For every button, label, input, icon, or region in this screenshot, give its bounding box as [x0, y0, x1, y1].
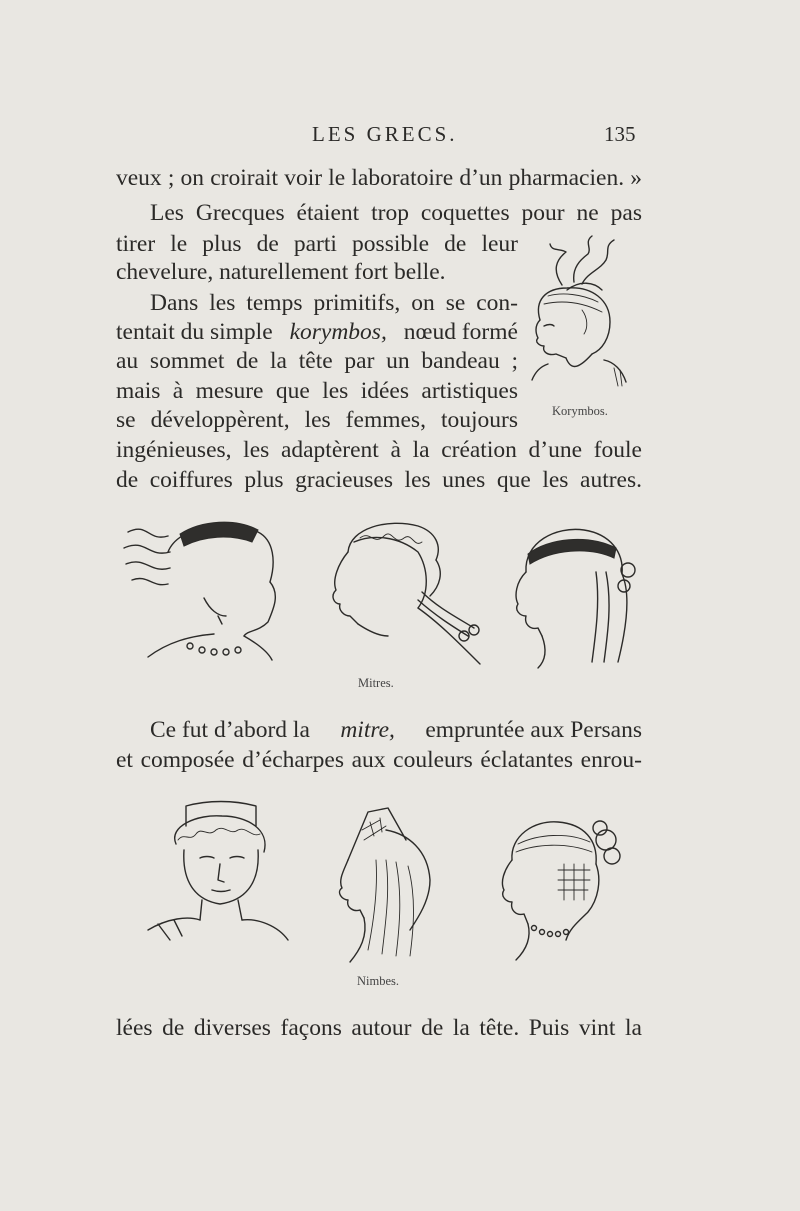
nimbes-illustration [138, 800, 628, 970]
running-head [0, 122, 800, 152]
text-line-6-end: nœud formé [403, 319, 518, 345]
text-line-12-start: Ce fut d’abord la [150, 717, 310, 743]
text-line-13: et composée d’écharpes aux couleurs éclatantes enrou- [116, 747, 642, 773]
text-line-6-start: tentait du simple [116, 319, 273, 345]
text-line-8: mais à mesure que les idées artistiques [116, 378, 518, 404]
mitres-illustration [118, 512, 638, 672]
text-line-3: tirer le plus de parti possible de leur [116, 231, 518, 257]
mitres-caption: Mitres. [358, 676, 394, 690]
text-line-2: Les Grecques étaient trop coquettes pour ne pas [150, 200, 642, 226]
text-line-14: lées de diverses façons autour de la tête. Puis vint la [116, 1015, 642, 1041]
text-line-12-end: empruntée aux Persans [425, 717, 642, 743]
text-line-5: Dans les temps primitifs, on se con- [150, 290, 518, 316]
korymbos-illustration [522, 230, 632, 400]
text-line-11: de coiffures plus gracieuses les unes que les autres. [116, 467, 642, 493]
running-title: LES GRECS. [312, 122, 458, 146]
text-line-1: veux ; on croirait voir le laboratoire d’un pharmacien. » [116, 165, 642, 191]
text-line-4: chevelure, naturellement fort belle. [116, 259, 446, 285]
text-line-10: ingénieuses, les adaptèrent à la création d’une foule [116, 437, 642, 463]
text-line-12 [150, 716, 642, 744]
mitre-term: mitre, [340, 717, 395, 743]
text-line-9: se développèrent, les femmes, toujours [116, 407, 518, 433]
korymbos-caption: Korymbos. [552, 404, 608, 418]
korymbos-term: korymbos, [289, 319, 387, 345]
page-number: 135 [604, 122, 636, 146]
text-line-7: au sommet de la tête par un bandeau ; [116, 348, 518, 374]
nimbes-caption: Nimbes. [357, 974, 400, 988]
text-line-6 [116, 318, 518, 346]
